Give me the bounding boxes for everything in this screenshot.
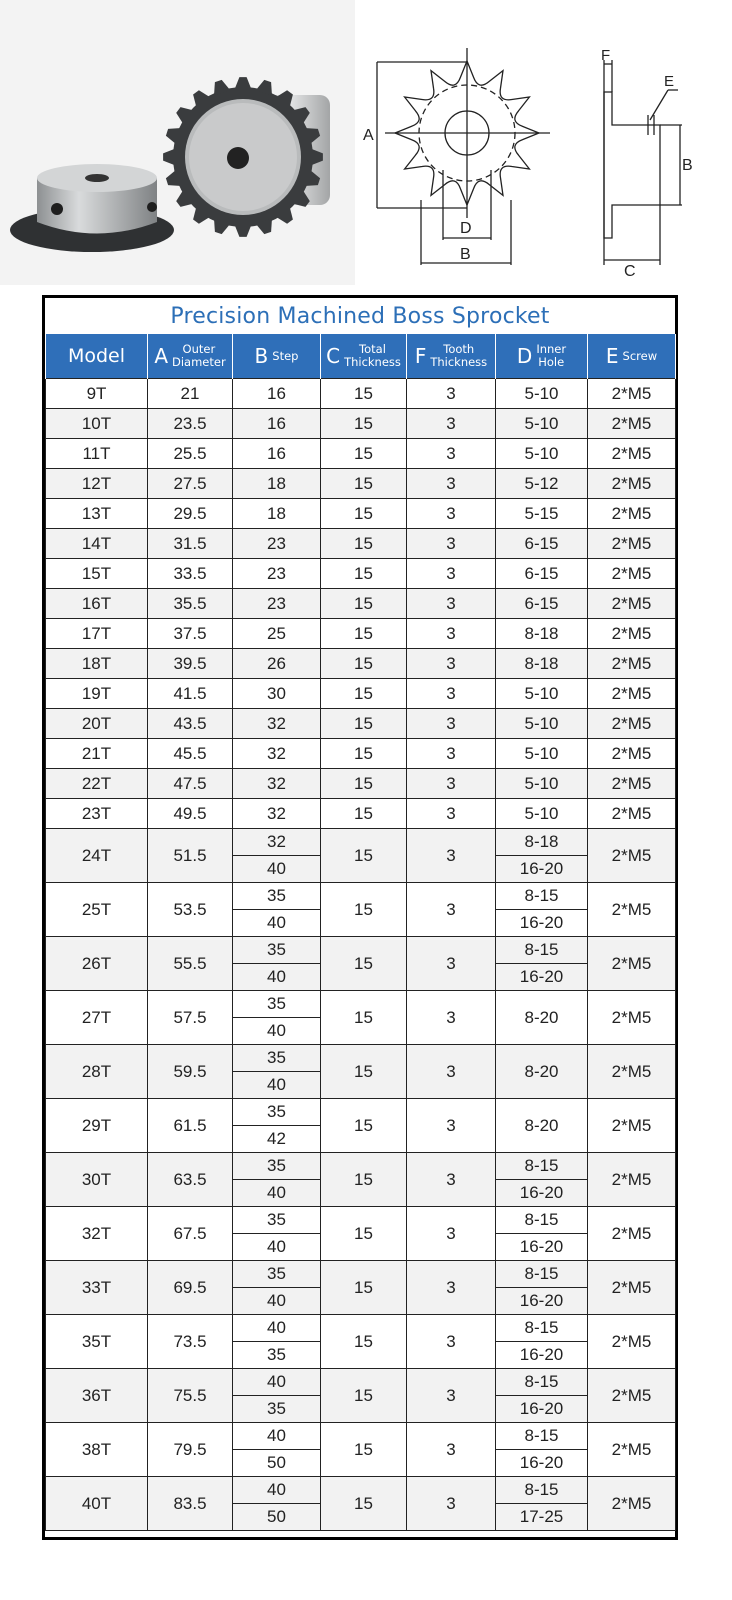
table-row — [46, 1045, 676, 1072]
cell-model: 32T — [46, 1207, 148, 1261]
label-a: A — [363, 127, 374, 144]
cell-total-thickness: 15 — [321, 991, 407, 1045]
cell-outer-diameter: 31.5 — [148, 529, 233, 559]
cell-model: 22T — [46, 769, 148, 799]
cell-outer-diameter: 67.5 — [148, 1207, 233, 1261]
cell-screw: 2*M5 — [588, 619, 676, 649]
page-title: Precision Machined Boss Sprocket — [170, 303, 550, 329]
cell-step: 32 — [233, 769, 321, 799]
cell-step: 35 — [233, 937, 321, 964]
table-row — [46, 619, 676, 649]
cell-outer-diameter: 43.5 — [148, 709, 233, 739]
cell-model: 23T — [46, 799, 148, 829]
table-row — [46, 529, 676, 559]
cell-step: 35 — [233, 1396, 321, 1423]
table-header — [46, 334, 676, 379]
cell-step: 35 — [233, 1207, 321, 1234]
cell-inner-hole: 16-20 — [496, 1450, 588, 1477]
label-d: D — [460, 220, 472, 237]
cell-step: 40 — [233, 1234, 321, 1261]
cell-outer-diameter: 63.5 — [148, 1153, 233, 1207]
cell-inner-hole: 8-15 — [496, 1369, 588, 1396]
cell-inner-hole: 8-15 — [496, 1477, 588, 1504]
cell-screw: 2*M5 — [588, 679, 676, 709]
cell-tooth-thickness: 3 — [407, 1477, 496, 1531]
table-row — [46, 883, 676, 910]
cell-inner-hole: 6-15 — [496, 589, 588, 619]
table-row — [46, 769, 676, 799]
cell-tooth-thickness: 3 — [407, 469, 496, 499]
cell-tooth-thickness: 3 — [407, 1315, 496, 1369]
cell-screw: 2*M5 — [588, 799, 676, 829]
cell-model: 26T — [46, 937, 148, 991]
table-row — [46, 1099, 676, 1126]
front-view-drawing — [355, 0, 555, 285]
cell-model: 35T — [46, 1315, 148, 1369]
cell-step: 40 — [233, 1288, 321, 1315]
cell-outer-diameter: 45.5 — [148, 739, 233, 769]
cell-outer-diameter: 79.5 — [148, 1423, 233, 1477]
sprocket-photo-art — [0, 0, 355, 285]
header-a — [148, 334, 233, 379]
cell-step: 32 — [233, 799, 321, 829]
cell-outer-diameter: 53.5 — [148, 883, 233, 937]
cell-model: 14T — [46, 529, 148, 559]
cell-screw: 2*M5 — [588, 649, 676, 679]
cell-tooth-thickness: 3 — [407, 559, 496, 589]
side-view-drawing — [578, 0, 732, 285]
cell-model: 40T — [46, 1477, 148, 1531]
label-f: F — [601, 47, 611, 64]
cell-tooth-thickness: 3 — [407, 799, 496, 829]
cell-model: 9T — [46, 379, 148, 409]
cell-screw: 2*M5 — [588, 1045, 676, 1099]
cell-total-thickness: 15 — [321, 1099, 407, 1153]
cell-step: 32 — [233, 739, 321, 769]
cell-screw: 2*M5 — [588, 829, 676, 883]
cell-model: 27T — [46, 991, 148, 1045]
cell-model: 19T — [46, 679, 148, 709]
cell-inner-hole: 8-15 — [496, 1153, 588, 1180]
cell-step: 26 — [233, 649, 321, 679]
cell-outer-diameter: 21 — [148, 379, 233, 409]
cell-outer-diameter: 29.5 — [148, 499, 233, 529]
cell-inner-hole: 8-20 — [496, 1045, 588, 1099]
cell-inner-hole: 16-20 — [496, 910, 588, 937]
table-row — [46, 1477, 676, 1504]
cell-step: 32 — [233, 829, 321, 856]
cell-inner-hole: 8-18 — [496, 829, 588, 856]
cell-step: 35 — [233, 1261, 321, 1288]
cell-screw: 2*M5 — [588, 883, 676, 937]
table-row — [46, 589, 676, 619]
cell-step: 40 — [233, 1315, 321, 1342]
cell-screw: 2*M5 — [588, 1369, 676, 1423]
header-label: Step — [272, 348, 299, 363]
header-d — [496, 334, 588, 379]
cell-step: 40 — [233, 964, 321, 991]
cell-step: 40 — [233, 1180, 321, 1207]
cell-inner-hole: 16-20 — [496, 1288, 588, 1315]
cell-step: 16 — [233, 379, 321, 409]
cell-screw: 2*M5 — [588, 1153, 676, 1207]
cell-total-thickness: 15 — [321, 1045, 407, 1099]
cell-outer-diameter: 25.5 — [148, 439, 233, 469]
header-label: Model — [67, 345, 126, 367]
cell-tooth-thickness: 3 — [407, 499, 496, 529]
cell-step: 30 — [233, 679, 321, 709]
cell-outer-diameter: 59.5 — [148, 1045, 233, 1099]
cell-model: 38T — [46, 1423, 148, 1477]
cell-tooth-thickness: 3 — [407, 1099, 496, 1153]
cell-tooth-thickness: 3 — [407, 883, 496, 937]
cell-tooth-thickness: 3 — [407, 529, 496, 559]
cell-step: 16 — [233, 439, 321, 469]
cell-screw: 2*M5 — [588, 559, 676, 589]
cell-total-thickness: 15 — [321, 883, 407, 937]
cell-inner-hole: 5-10 — [496, 679, 588, 709]
cell-inner-hole: 5-10 — [496, 439, 588, 469]
cell-model: 21T — [46, 739, 148, 769]
cell-total-thickness: 15 — [321, 469, 407, 499]
cell-step: 35 — [233, 1099, 321, 1126]
header-label: Total Thickness — [344, 342, 401, 369]
header-f — [407, 334, 496, 379]
cell-tooth-thickness: 3 — [407, 1045, 496, 1099]
spec-table — [45, 334, 676, 1531]
cell-step: 16 — [233, 409, 321, 439]
cell-inner-hole: 16-20 — [496, 1234, 588, 1261]
cell-inner-hole: 5-10 — [496, 409, 588, 439]
cell-total-thickness: 15 — [321, 529, 407, 559]
cell-step: 35 — [233, 1342, 321, 1369]
cell-total-thickness: 15 — [321, 439, 407, 469]
cell-tooth-thickness: 3 — [407, 937, 496, 991]
cell-total-thickness: 15 — [321, 679, 407, 709]
cell-step: 23 — [233, 589, 321, 619]
cell-inner-hole: 5-10 — [496, 709, 588, 739]
cell-outer-diameter: 35.5 — [148, 589, 233, 619]
product-illustration — [0, 0, 732, 285]
cell-inner-hole: 17-25 — [496, 1504, 588, 1531]
cell-model: 20T — [46, 709, 148, 739]
cell-total-thickness: 15 — [321, 937, 407, 991]
cell-model: 15T — [46, 559, 148, 589]
cell-tooth-thickness: 3 — [407, 439, 496, 469]
cell-total-thickness: 15 — [321, 379, 407, 409]
cell-step: 35 — [233, 1153, 321, 1180]
cell-inner-hole: 6-15 — [496, 529, 588, 559]
table-row — [46, 439, 676, 469]
small-sprocket — [10, 164, 174, 252]
cell-step: 40 — [233, 910, 321, 937]
cell-screw: 2*M5 — [588, 1423, 676, 1477]
cell-outer-diameter: 51.5 — [148, 829, 233, 883]
cell-inner-hole: 16-20 — [496, 1180, 588, 1207]
table-row — [46, 1423, 676, 1450]
cell-model: 16T — [46, 589, 148, 619]
cell-inner-hole: 5-10 — [496, 379, 588, 409]
cell-screw: 2*M5 — [588, 499, 676, 529]
table-row — [46, 739, 676, 769]
cell-screw: 2*M5 — [588, 991, 676, 1045]
cell-step: 18 — [233, 469, 321, 499]
cell-total-thickness: 15 — [321, 649, 407, 679]
cell-screw: 2*M5 — [588, 1315, 676, 1369]
cell-screw: 2*M5 — [588, 379, 676, 409]
table-row — [46, 1261, 676, 1288]
cell-step: 18 — [233, 499, 321, 529]
cell-step: 25 — [233, 619, 321, 649]
cell-tooth-thickness: 3 — [407, 679, 496, 709]
cell-inner-hole: 5-10 — [496, 769, 588, 799]
cell-inner-hole: 5-15 — [496, 499, 588, 529]
cell-inner-hole: 8-18 — [496, 649, 588, 679]
cell-outer-diameter: 37.5 — [148, 619, 233, 649]
cell-tooth-thickness: 3 — [407, 991, 496, 1045]
cell-outer-diameter: 23.5 — [148, 409, 233, 439]
cell-total-thickness: 15 — [321, 1153, 407, 1207]
cell-screw: 2*M5 — [588, 1477, 676, 1531]
cell-total-thickness: 15 — [321, 1207, 407, 1261]
cell-tooth-thickness: 3 — [407, 1153, 496, 1207]
table-row — [46, 1153, 676, 1180]
cell-tooth-thickness: 3 — [407, 649, 496, 679]
cell-total-thickness: 15 — [321, 619, 407, 649]
cell-total-thickness: 15 — [321, 559, 407, 589]
label-b: B — [460, 246, 471, 263]
cell-outer-diameter: 49.5 — [148, 799, 233, 829]
cell-inner-hole: 5-10 — [496, 739, 588, 769]
cell-model: 18T — [46, 649, 148, 679]
header-label: Tooth Thickness — [430, 342, 488, 369]
table-row — [46, 991, 676, 1018]
cell-outer-diameter: 73.5 — [148, 1315, 233, 1369]
header-b — [233, 334, 321, 379]
cell-total-thickness: 15 — [321, 1315, 407, 1369]
header-model — [46, 334, 148, 379]
cell-step: 40 — [233, 1072, 321, 1099]
cell-inner-hole: 5-10 — [496, 799, 588, 829]
header-e — [588, 334, 676, 379]
label-e: E — [664, 73, 675, 90]
cell-tooth-thickness: 3 — [407, 709, 496, 739]
cell-model: 36T — [46, 1369, 148, 1423]
cell-step: 35 — [233, 991, 321, 1018]
cell-screw: 2*M5 — [588, 439, 676, 469]
cell-model: 25T — [46, 883, 148, 937]
header-letter: C — [326, 344, 341, 368]
cell-total-thickness: 15 — [321, 589, 407, 619]
cell-inner-hole: 16-20 — [496, 856, 588, 883]
cell-outer-diameter: 61.5 — [148, 1099, 233, 1153]
cell-model: 17T — [46, 619, 148, 649]
cell-screw: 2*M5 — [588, 409, 676, 439]
cell-screw: 2*M5 — [588, 469, 676, 499]
cell-outer-diameter: 55.5 — [148, 937, 233, 991]
cell-outer-diameter: 57.5 — [148, 991, 233, 1045]
table-body — [46, 379, 676, 1531]
header-letter: E — [605, 344, 619, 368]
cell-inner-hole: 16-20 — [496, 1396, 588, 1423]
cell-outer-diameter: 75.5 — [148, 1369, 233, 1423]
cell-step: 23 — [233, 559, 321, 589]
table-row — [46, 709, 676, 739]
cell-total-thickness: 15 — [321, 829, 407, 883]
cell-model: 33T — [46, 1261, 148, 1315]
header-label: Inner Hole — [536, 342, 567, 369]
cell-outer-diameter: 47.5 — [148, 769, 233, 799]
cell-step: 40 — [233, 856, 321, 883]
cell-step: 35 — [233, 1045, 321, 1072]
cell-outer-diameter: 27.5 — [148, 469, 233, 499]
cell-outer-diameter: 39.5 — [148, 649, 233, 679]
table-row — [46, 559, 676, 589]
cell-step: 42 — [233, 1126, 321, 1153]
cell-step: 32 — [233, 709, 321, 739]
cell-tooth-thickness: 3 — [407, 409, 496, 439]
cell-screw: 2*M5 — [588, 1099, 676, 1153]
cell-model: 13T — [46, 499, 148, 529]
cell-inner-hole: 8-15 — [496, 1261, 588, 1288]
cell-outer-diameter: 41.5 — [148, 679, 233, 709]
cell-tooth-thickness: 3 — [407, 379, 496, 409]
cell-inner-hole: 5-12 — [496, 469, 588, 499]
cell-tooth-thickness: 3 — [407, 619, 496, 649]
cell-inner-hole: 8-15 — [496, 1315, 588, 1342]
cell-tooth-thickness: 3 — [407, 1261, 496, 1315]
cell-tooth-thickness: 3 — [407, 1207, 496, 1261]
cell-screw: 2*M5 — [588, 709, 676, 739]
cell-tooth-thickness: 3 — [407, 1423, 496, 1477]
cell-total-thickness: 15 — [321, 769, 407, 799]
cell-inner-hole: 8-20 — [496, 1099, 588, 1153]
table-row — [46, 829, 676, 856]
cell-screw: 2*M5 — [588, 529, 676, 559]
spec-sheet — [42, 295, 678, 1540]
cell-tooth-thickness: 3 — [407, 1369, 496, 1423]
cell-model: 11T — [46, 439, 148, 469]
table-row — [46, 937, 676, 964]
cell-screw: 2*M5 — [588, 937, 676, 991]
product-photo — [0, 0, 355, 285]
cell-step: 40 — [233, 1477, 321, 1504]
cell-screw: 2*M5 — [588, 739, 676, 769]
cell-total-thickness: 15 — [321, 409, 407, 439]
cell-total-thickness: 15 — [321, 709, 407, 739]
cell-step: 50 — [233, 1450, 321, 1477]
header-letter: D — [516, 344, 533, 368]
table-row — [46, 469, 676, 499]
cell-model: 10T — [46, 409, 148, 439]
cell-total-thickness: 15 — [321, 1261, 407, 1315]
cell-total-thickness: 15 — [321, 1369, 407, 1423]
header-letter: B — [254, 344, 269, 368]
cell-screw: 2*M5 — [588, 589, 676, 619]
cell-step: 23 — [233, 529, 321, 559]
header-c — [321, 334, 407, 379]
header-label: Outer Diameter — [172, 342, 226, 369]
table-row — [46, 379, 676, 409]
cell-outer-diameter: 69.5 — [148, 1261, 233, 1315]
cell-step: 50 — [233, 1504, 321, 1531]
label-b-side: B — [682, 157, 693, 174]
cell-inner-hole: 6-15 — [496, 559, 588, 589]
table-row — [46, 649, 676, 679]
table-row — [46, 499, 676, 529]
cell-inner-hole: 8-20 — [496, 991, 588, 1045]
cell-tooth-thickness: 3 — [407, 589, 496, 619]
table-row — [46, 1315, 676, 1342]
cell-total-thickness: 15 — [321, 1423, 407, 1477]
cell-total-thickness: 15 — [321, 1477, 407, 1531]
table-row — [46, 409, 676, 439]
cell-screw: 2*M5 — [588, 769, 676, 799]
header-letter: F — [414, 344, 427, 368]
cell-model: 29T — [46, 1099, 148, 1153]
cell-model: 30T — [46, 1153, 148, 1207]
cell-total-thickness: 15 — [321, 499, 407, 529]
cell-inner-hole: 8-18 — [496, 619, 588, 649]
table-row — [46, 679, 676, 709]
cell-step: 40 — [233, 1423, 321, 1450]
cell-inner-hole: 8-15 — [496, 1423, 588, 1450]
table-row — [46, 1207, 676, 1234]
cell-step: 35 — [233, 883, 321, 910]
cell-screw: 2*M5 — [588, 1207, 676, 1261]
header-letter: A — [154, 344, 168, 368]
table-row — [46, 1369, 676, 1396]
cell-inner-hole: 16-20 — [496, 1342, 588, 1369]
cell-outer-diameter: 33.5 — [148, 559, 233, 589]
large-sprocket — [163, 77, 330, 237]
cell-model: 12T — [46, 469, 148, 499]
cell-model: 28T — [46, 1045, 148, 1099]
cell-inner-hole: 16-20 — [496, 964, 588, 991]
cell-inner-hole: 8-15 — [496, 1207, 588, 1234]
cell-total-thickness: 15 — [321, 799, 407, 829]
cell-inner-hole: 8-15 — [496, 883, 588, 910]
cell-total-thickness: 15 — [321, 739, 407, 769]
cell-step: 40 — [233, 1018, 321, 1045]
header-label: Screw — [622, 348, 658, 363]
table-row — [46, 799, 676, 829]
label-c: C — [624, 263, 636, 280]
cell-tooth-thickness: 3 — [407, 829, 496, 883]
cell-step: 40 — [233, 1369, 321, 1396]
cell-tooth-thickness: 3 — [407, 769, 496, 799]
cell-tooth-thickness: 3 — [407, 739, 496, 769]
cell-inner-hole: 8-15 — [496, 937, 588, 964]
cell-model: 24T — [46, 829, 148, 883]
cell-outer-diameter: 83.5 — [148, 1477, 233, 1531]
cell-screw: 2*M5 — [588, 1261, 676, 1315]
